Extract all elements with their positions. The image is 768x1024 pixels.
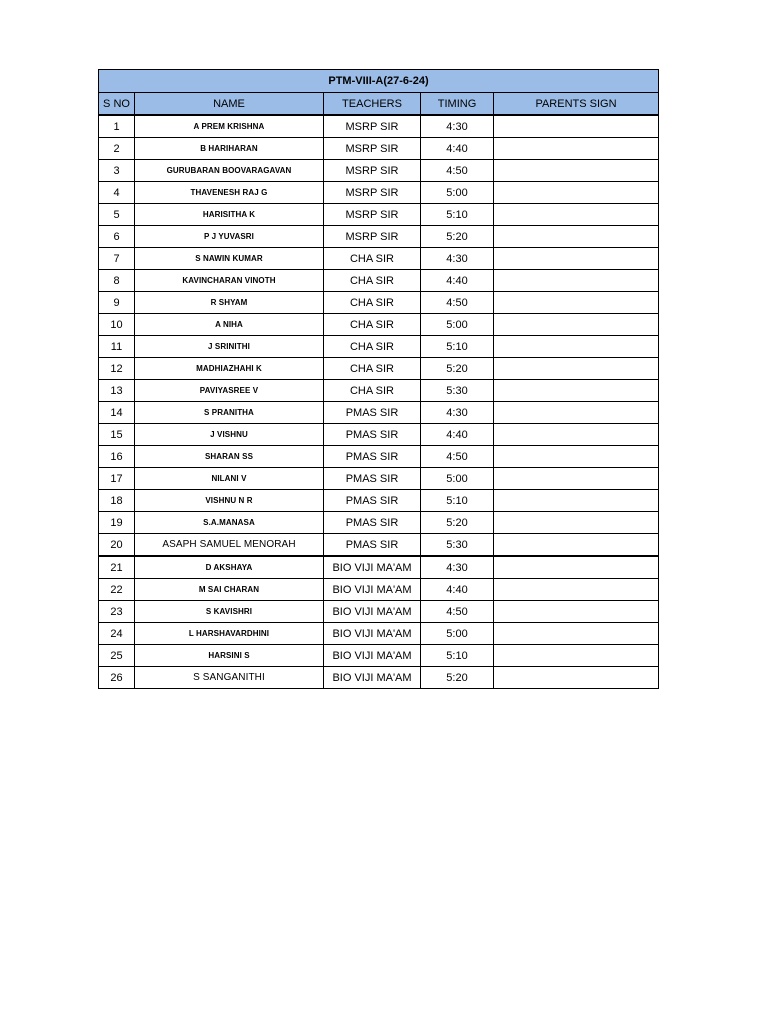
cell-student-name: S KAVISHRI: [135, 601, 324, 623]
table-row: [99, 115, 659, 138]
cell-sno: 2: [99, 138, 135, 160]
cell-teacher: CHA SIR: [324, 248, 421, 270]
cell-parents-sign: [494, 270, 659, 292]
cell-sno: 3: [99, 160, 135, 182]
cell-parents-sign: [494, 314, 659, 336]
cell-teacher: CHA SIR: [324, 380, 421, 402]
cell-teacher: CHA SIR: [324, 270, 421, 292]
cell-timing: 4:30: [421, 248, 494, 270]
cell-student-name: ASAPH SAMUEL MENORAH: [135, 534, 324, 557]
cell-timing: 4:30: [421, 556, 494, 579]
cell-timing: 5:10: [421, 336, 494, 358]
table-row: [99, 424, 659, 446]
cell-timing: 5:10: [421, 490, 494, 512]
table-row: [99, 270, 659, 292]
cell-sno: 5: [99, 204, 135, 226]
cell-parents-sign: [494, 204, 659, 226]
cell-sno: 9: [99, 292, 135, 314]
cell-sno: 14: [99, 402, 135, 424]
cell-teacher: PMAS SIR: [324, 424, 421, 446]
cell-timing: 5:20: [421, 358, 494, 380]
cell-student-name: B HARIHARAN: [135, 138, 324, 160]
cell-parents-sign: [494, 358, 659, 380]
cell-student-name: KAVINCHARAN VINOTH: [135, 270, 324, 292]
cell-sno: 18: [99, 490, 135, 512]
cell-timing: 4:40: [421, 579, 494, 601]
cell-teacher: PMAS SIR: [324, 446, 421, 468]
cell-timing: 4:50: [421, 292, 494, 314]
cell-student-name: J VISHNU: [135, 424, 324, 446]
cell-student-name: L HARSHAVARDHINI: [135, 623, 324, 645]
table-row: [99, 468, 659, 490]
table-row: [99, 556, 659, 579]
cell-teacher: PMAS SIR: [324, 402, 421, 424]
table-row: [99, 226, 659, 248]
cell-sno: 7: [99, 248, 135, 270]
header-sno: S NO: [99, 93, 135, 116]
cell-student-name: PAVIYASREE V: [135, 380, 324, 402]
table-row: [99, 292, 659, 314]
cell-sno: 15: [99, 424, 135, 446]
cell-sno: 23: [99, 601, 135, 623]
cell-sno: 16: [99, 446, 135, 468]
cell-sno: 12: [99, 358, 135, 380]
cell-teacher: MSRP SIR: [324, 115, 421, 138]
cell-sno: 19: [99, 512, 135, 534]
table-row: [99, 601, 659, 623]
cell-timing: 5:00: [421, 314, 494, 336]
cell-parents-sign: [494, 138, 659, 160]
cell-student-name: R SHYAM: [135, 292, 324, 314]
cell-sno: 22: [99, 579, 135, 601]
cell-teacher: BIO VIJI MA'AM: [324, 556, 421, 579]
cell-student-name: MADHIAZHAHI K: [135, 358, 324, 380]
cell-teacher: CHA SIR: [324, 358, 421, 380]
table-row: [99, 623, 659, 645]
cell-sno: 1: [99, 115, 135, 138]
cell-timing: 4:30: [421, 115, 494, 138]
cell-sno: 11: [99, 336, 135, 358]
cell-teacher: MSRP SIR: [324, 182, 421, 204]
cell-parents-sign: [494, 579, 659, 601]
cell-timing: 4:50: [421, 446, 494, 468]
cell-parents-sign: [494, 667, 659, 689]
cell-student-name: A NIHA: [135, 314, 324, 336]
cell-student-name: J SRINITHI: [135, 336, 324, 358]
table-row: [99, 645, 659, 667]
cell-parents-sign: [494, 424, 659, 446]
cell-teacher: BIO VIJI MA'AM: [324, 645, 421, 667]
cell-teacher: PMAS SIR: [324, 468, 421, 490]
table-row: [99, 579, 659, 601]
cell-timing: 4:30: [421, 402, 494, 424]
cell-parents-sign: [494, 534, 659, 557]
cell-sno: 20: [99, 534, 135, 557]
cell-sno: 21: [99, 556, 135, 579]
cell-parents-sign: [494, 248, 659, 270]
cell-student-name: A PREM KRISHNA: [135, 115, 324, 138]
cell-timing: 5:10: [421, 204, 494, 226]
cell-student-name: P J YUVASRI: [135, 226, 324, 248]
cell-timing: 5:20: [421, 512, 494, 534]
cell-parents-sign: [494, 645, 659, 667]
cell-parents-sign: [494, 556, 659, 579]
cell-student-name: THAVENESH RAJ G: [135, 182, 324, 204]
table-row: [99, 204, 659, 226]
cell-student-name: S SANGANITHI: [135, 667, 324, 689]
cell-timing: 5:00: [421, 468, 494, 490]
cell-sno: 6: [99, 226, 135, 248]
cell-teacher: CHA SIR: [324, 314, 421, 336]
cell-student-name: HARSINI S: [135, 645, 324, 667]
header-timing: TIMING: [421, 93, 494, 116]
cell-student-name: HARISITHA K: [135, 204, 324, 226]
cell-timing: 5:00: [421, 623, 494, 645]
table-row: [99, 490, 659, 512]
cell-student-name: GURUBARAN BOOVARAGAVAN: [135, 160, 324, 182]
cell-sno: 26: [99, 667, 135, 689]
cell-timing: 5:20: [421, 226, 494, 248]
cell-student-name: VISHNU N R: [135, 490, 324, 512]
table-row: [99, 667, 659, 689]
ptm-schedule-table: [98, 69, 659, 689]
cell-teacher: MSRP SIR: [324, 204, 421, 226]
cell-teacher: CHA SIR: [324, 336, 421, 358]
cell-parents-sign: [494, 402, 659, 424]
title-row: [99, 70, 659, 93]
table-row: [99, 182, 659, 204]
cell-timing: 5:30: [421, 380, 494, 402]
table-row: [99, 534, 659, 557]
cell-student-name: D AKSHAYA: [135, 556, 324, 579]
table-row: [99, 138, 659, 160]
header-teachers: TEACHERS: [324, 93, 421, 116]
cell-parents-sign: [494, 601, 659, 623]
cell-parents-sign: [494, 182, 659, 204]
table-row: [99, 358, 659, 380]
table-body: [99, 115, 659, 689]
cell-sno: 4: [99, 182, 135, 204]
cell-timing: 5:20: [421, 667, 494, 689]
cell-student-name: S NAWIN KUMAR: [135, 248, 324, 270]
cell-parents-sign: [494, 490, 659, 512]
cell-parents-sign: [494, 336, 659, 358]
cell-timing: 5:00: [421, 182, 494, 204]
cell-parents-sign: [494, 380, 659, 402]
cell-sno: 13: [99, 380, 135, 402]
sheet-title: PTM-VIII-A(27-6-24): [99, 70, 659, 93]
cell-student-name: SHARAN SS: [135, 446, 324, 468]
cell-parents-sign: [494, 512, 659, 534]
cell-timing: 5:10: [421, 645, 494, 667]
cell-parents-sign: [494, 226, 659, 248]
cell-student-name: S.A.MANASA: [135, 512, 324, 534]
cell-sno: 17: [99, 468, 135, 490]
cell-parents-sign: [494, 446, 659, 468]
cell-timing: 4:50: [421, 160, 494, 182]
table-row: [99, 336, 659, 358]
cell-teacher: BIO VIJI MA'AM: [324, 667, 421, 689]
cell-timing: 5:30: [421, 534, 494, 557]
cell-timing: 4:40: [421, 138, 494, 160]
cell-teacher: MSRP SIR: [324, 138, 421, 160]
table-row: [99, 380, 659, 402]
header-parents-sign: PARENTS SIGN: [494, 93, 659, 116]
cell-teacher: PMAS SIR: [324, 490, 421, 512]
cell-student-name: NILANI V: [135, 468, 324, 490]
cell-teacher: PMAS SIR: [324, 512, 421, 534]
cell-sno: 8: [99, 270, 135, 292]
cell-teacher: PMAS SIR: [324, 534, 421, 557]
header-name: NAME: [135, 93, 324, 116]
cell-sno: 24: [99, 623, 135, 645]
cell-sno: 10: [99, 314, 135, 336]
cell-parents-sign: [494, 468, 659, 490]
header-row: [99, 93, 659, 116]
cell-sno: 25: [99, 645, 135, 667]
table-row: [99, 446, 659, 468]
table-row: [99, 314, 659, 336]
table-row: [99, 248, 659, 270]
table-row: [99, 512, 659, 534]
cell-teacher: MSRP SIR: [324, 160, 421, 182]
cell-timing: 4:40: [421, 270, 494, 292]
cell-teacher: CHA SIR: [324, 292, 421, 314]
cell-parents-sign: [494, 115, 659, 138]
cell-teacher: BIO VIJI MA'AM: [324, 601, 421, 623]
cell-student-name: M SAI CHARAN: [135, 579, 324, 601]
cell-teacher: BIO VIJI MA'AM: [324, 623, 421, 645]
cell-student-name: S PRANITHA: [135, 402, 324, 424]
cell-parents-sign: [494, 623, 659, 645]
cell-parents-sign: [494, 160, 659, 182]
cell-teacher: BIO VIJI MA'AM: [324, 579, 421, 601]
cell-timing: 4:50: [421, 601, 494, 623]
cell-timing: 4:40: [421, 424, 494, 446]
table-row: [99, 160, 659, 182]
table-row: [99, 402, 659, 424]
cell-teacher: MSRP SIR: [324, 226, 421, 248]
cell-parents-sign: [494, 292, 659, 314]
